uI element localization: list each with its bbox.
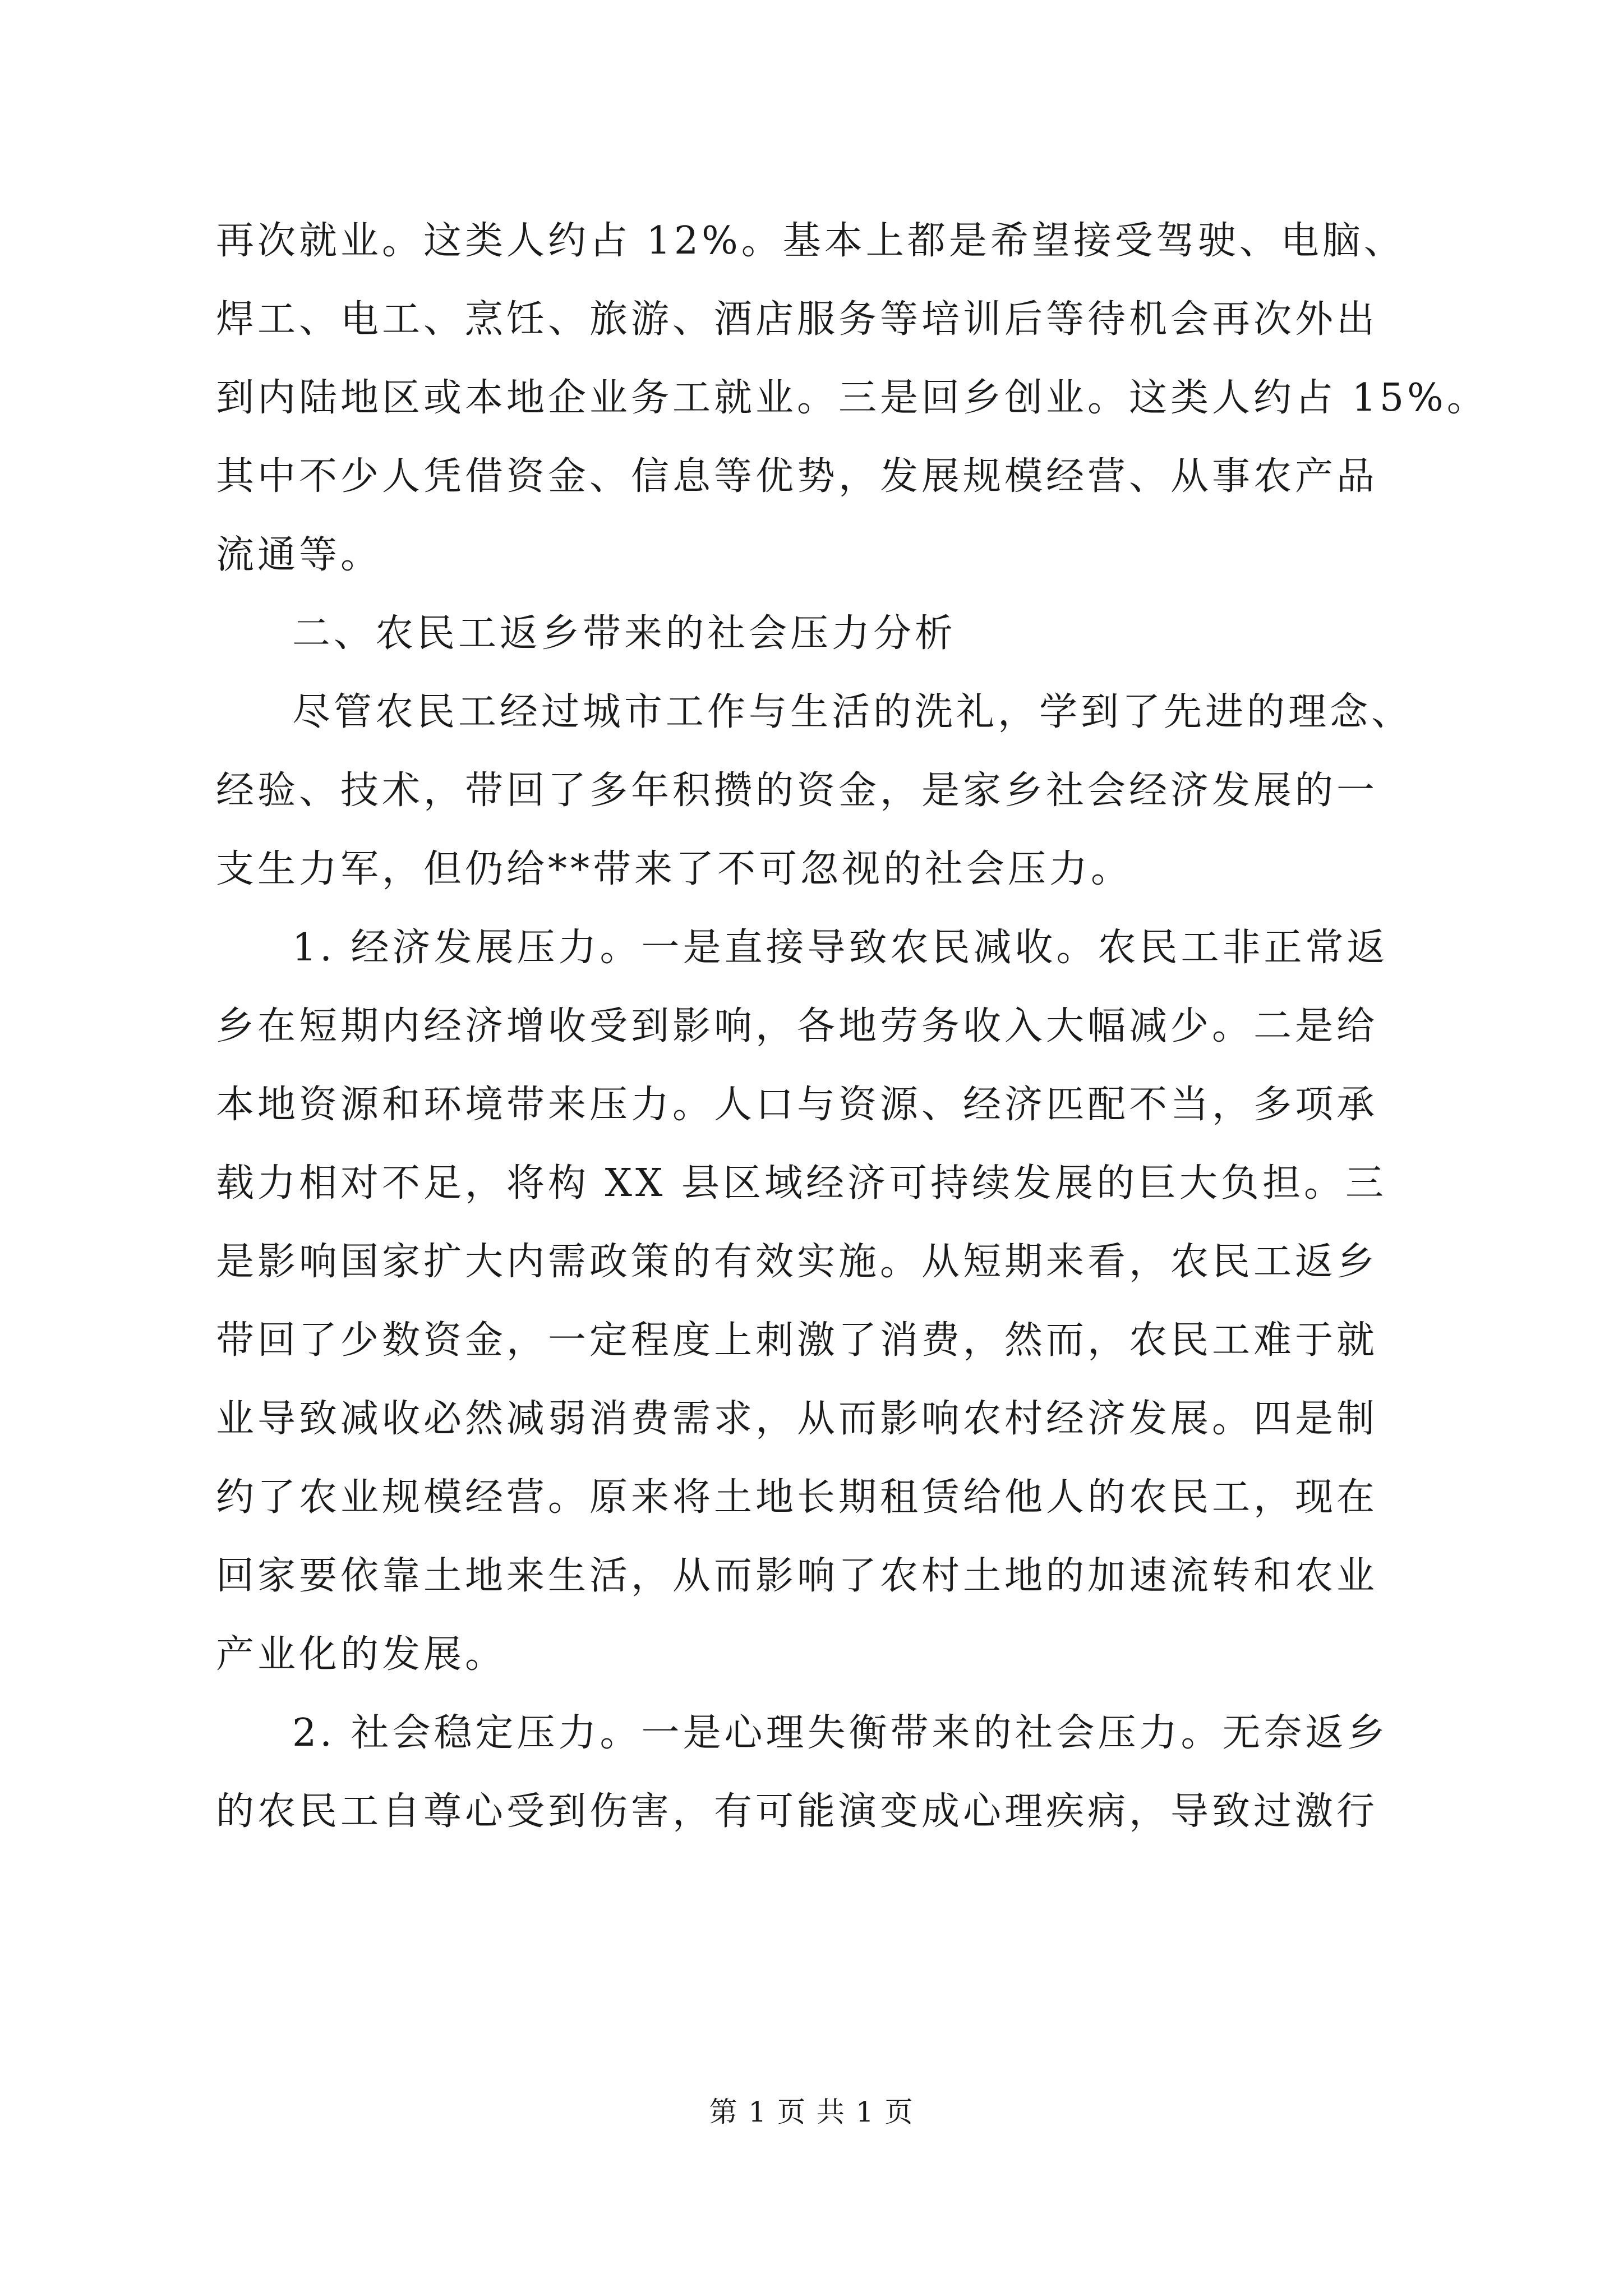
text-line: 到内陆地区或本地企业务工就业。三是回乡创业。这类人约占 15%。 [216,376,1488,420]
text-line: 是影响国家扩大内需政策的有效实施。从短期来看，农民工返乡 [216,1240,1378,1284]
text-line: 2. 社会稳定压力。一是心理失衡带来的社会压力。无奈返乡 [292,1711,1389,1755]
text-line: 回家要依靠土地来生活，从而影响了农村土地的加速流转和农业 [216,1554,1378,1598]
text-line: 载力相对不足，将构 XX 县区域经济可持续发展的巨大负担。三 [216,1161,1387,1205]
text-line: 的农民工自尊心受到伤害，有可能演变成心理疾病，导致过激行 [216,1789,1378,1834]
text-line: 支生力军，但仍给**带来了不可忽视的社会压力。 [216,847,1133,891]
text-line: 经验、技术，带回了多年积攒的资金，是家乡社会经济发展的一 [216,769,1378,813]
text-line: 本地资源和环境带来压力。人口与资源、经济匹配不当，多项承 [216,1083,1378,1127]
page-number-footer: 第 1 页 共 1 页 [709,2096,914,2128]
text-line: 乡在短期内经济增收受到影响，各地劳务收入大幅减少。二是给 [216,1004,1378,1048]
document-body [216,202,1488,1851]
text-line: 带回了少数资金，一定程度上刺激了消费，然而，农民工难于就 [216,1318,1378,1363]
text-line: 其中不少人凭借资金、信息等优势，发展规模经营、从事农产品 [216,454,1378,499]
text-line: 产业化的发展。 [216,1632,507,1677]
text-line: 业导致减收必然减弱消费需求，从而影响农村经济发展。四是制 [216,1397,1378,1441]
text-line: 1. 经济发展压力。一是直接导致农民减收。农民工非正常返 [292,926,1389,970]
section-heading: 二、农民工返乡带来的社会压力分析 [292,611,957,656]
text-line: 尽管农民工经过城市工作与生活的洗礼，学到了先进的理念、 [292,690,1413,734]
text-line: 约了农业规模经营。原来将土地长期租赁给他人的农民工，现在 [216,1475,1378,1520]
text-line: 焊工、电工、烹饪、旅游、酒店服务等培训后等待机会再次外出 [216,297,1378,342]
text-line: 再次就业。这类人约占 12%。基本上都是希望接受驾驶、电脑、 [216,219,1405,263]
text-line: 流通等。 [216,533,382,577]
